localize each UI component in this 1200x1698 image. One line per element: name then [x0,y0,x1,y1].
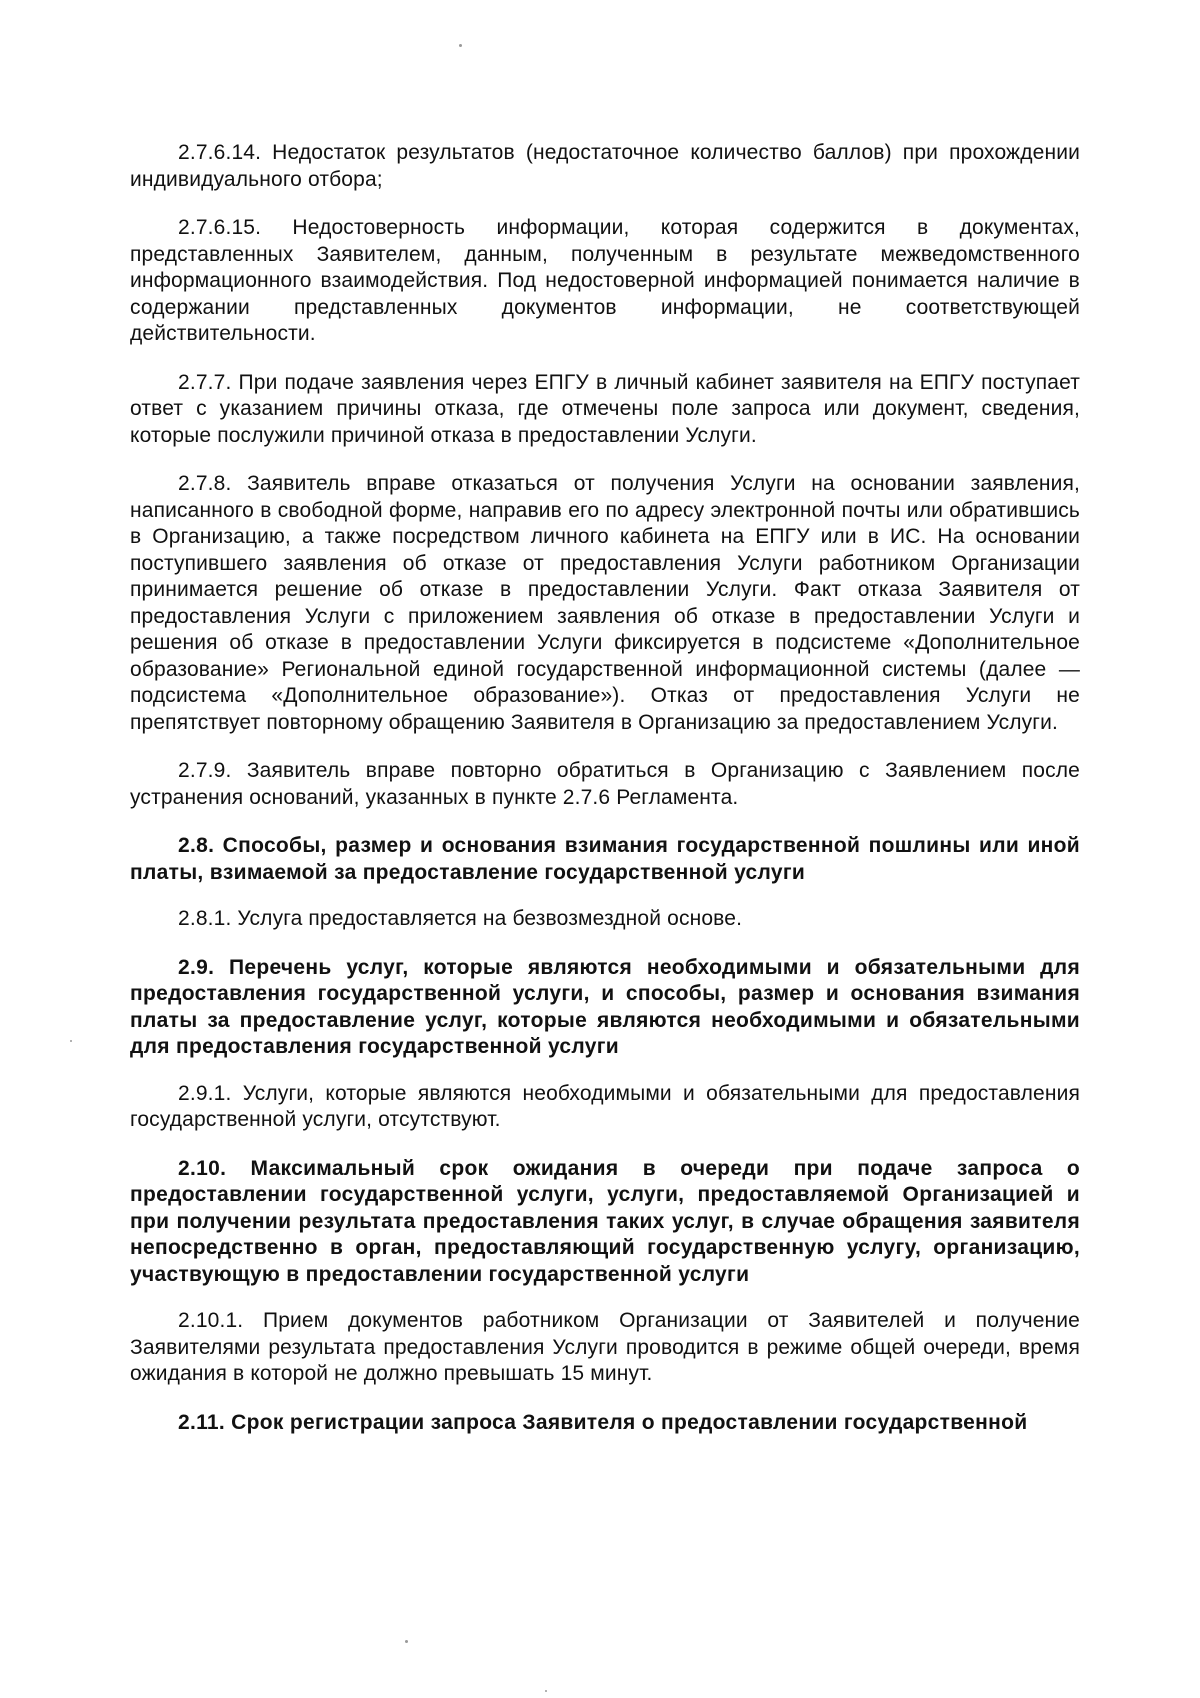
paragraph-2-10-1: 2.10.1. Прием документов работником Организации от Заявителей и получение Заявителями результата предоставления Услуги проводится в режиме общей очереди, время ожидания в которой не должно превышать 15 минут. [130,1309,1080,1385]
paragraph-2-7-6-15: 2.7.6.15. Недостоверность информации, которая содержится в документах, представленных Заявителем, данным, полученным в результате межведомственного информационного взаимодействия. Под недостоверной информацией понимается наличие в содержании представленных документов информации, не соответствующей действительности. [130,216,1080,345]
scan-speck [405,1640,408,1643]
section-heading-2-9: 2.9. Перечень услуг, которые являются необходимыми и обязательными для предоставления государственной услуги, и способы, размер и основания взимания платы за предоставление услуг, которые являются необходимыми и обязательными для предоставления государственной услуги [130,955,1080,1058]
section-heading-2-8: 2.8. Способы, размер и основания взимания государственной пошлины или иной платы, взимаемой за предоставление государственной услуги [130,834,1080,884]
document-body [130,140,1080,1436]
paragraph-2-8-1: 2.8.1. Услуга предоставляется на безвозмездной основе. [178,907,743,930]
paragraph-2-7-6-14: 2.7.6.14. Недостаток результатов (недостаточное количество баллов) при прохождении индивидуального отбора; [130,141,1080,191]
paragraph-2-7-8: 2.7.8. Заявитель вправе отказаться от получения Услуги на основании заявления, написанного в свободной форме, направив его по адресу электронной почты или обратившись в Организацию, а также посредством личного кабинета на ЕПГУ или в ИС. На основании поступившего заявления об отказе от предоставления Услуги работником Организации принимается решение об отказе в предоставлении Услуги. Факт отказа Заявителя от предоставления Услуги с приложением заявления об отказе в предоставлении Услуги и решения об отказе в предоставлении Услуги фиксируется в подсистеме «Дополнительное образование» Региональной единой государственной информационной системы (далее — подсистема «Дополнительное образование»). Отказ от предоставления Услуги не препятствует повторному обращению Заявителя в Организацию за предоставлением Услуги. [130,472,1080,734]
scan-speck [70,1040,72,1042]
scan-speck [459,44,462,47]
section-heading-2-10: 2.10. Максимальный срок ожидания в очереди при подаче запроса о предоставлении государственной услуги, услуги, предоставляемой Организацией и при получении результата предоставления таких услуг, в случае обращения заявителя непосредственно в орган, предоставляющий государственную услугу, организацию, участвующую в предоставлении государственной услуги [130,1156,1080,1286]
paragraph-2-9-1: 2.9.1. Услуги, которые являются необходимыми и обязательными для предоставления государственной услуги, отсутствуют. [130,1081,1080,1131]
scan-speck [545,1690,547,1692]
paragraph-2-7-7: 2.7.7. При подаче заявления через ЕПГУ в личный кабинет заявителя на ЕПГУ поступает ответ с указанием причины отказа, где отмечены поле запроса или документ, сведения, которые послужили причиной отказа в предоставлении Услуги. [130,370,1080,447]
paragraph-2-7-9: 2.7.9. Заявитель вправе повторно обратиться в Организацию с Заявлением после устранения оснований, указанных в пункте 2.7.6 Регламента. [130,759,1080,809]
section-heading-2-11: 2.11. Срок регистрации запроса Заявителя о предоставлении государственной [178,1410,1028,1434]
